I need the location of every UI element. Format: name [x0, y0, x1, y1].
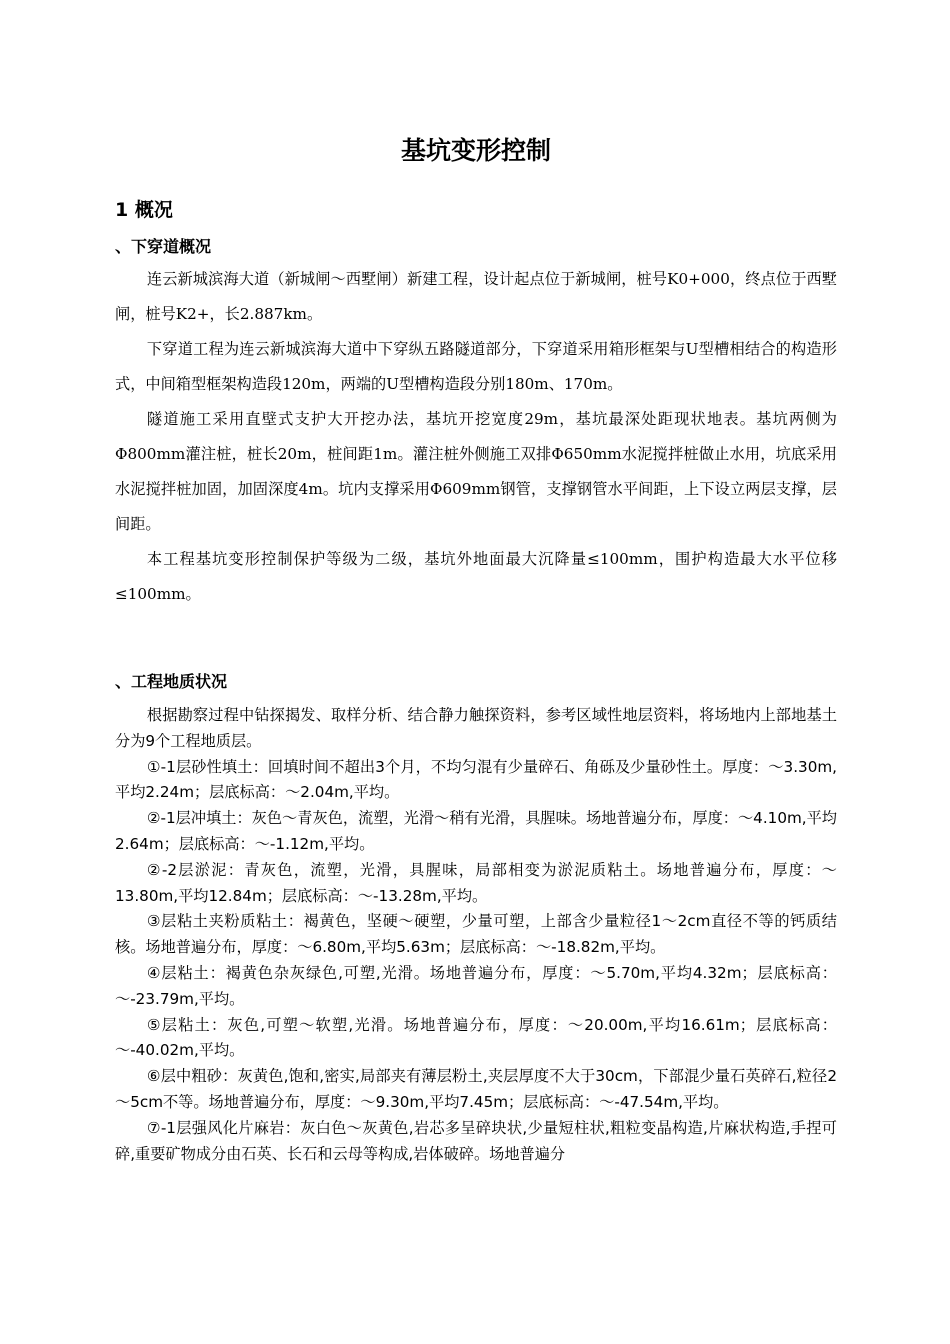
paragraph: ②-1层冲填土：灰色～青灰色，流塑，光滑～稍有光滑，具腥味。场地普遍分布，厚度：～4.10m,平均2.64m；层底标高：～-1.12m,平均。 — [115, 809, 837, 853]
paragraph: 根据勘察过程中钻探揭发、取样分析、结合静力触探资料，参考区域性地层资料，将场地内上部地基土分为9个工程地质层。 — [115, 706, 837, 750]
document-title: 基坑变形控制 — [400, 136, 551, 165]
document-page — [115, 0, 837, 1344]
paragraph: ②-2层淤泥：青灰色，流塑，光滑，具腥味，局部相变为淤泥质粘土。场地普遍分布，厚度：～13.80m,平均12.84m；层底标高：～-13.28m,平均。 — [115, 860, 837, 905]
paragraph: ④层粘土：褐黄色杂灰绿色,可塑,光滑。场地普遍分布，厚度：～5.70m,平均4.32m；层底标高：～-23.79m,平均。 — [115, 963, 837, 1008]
paragraph: ⑥层中粗砂：灰黄色,饱和,密实,局部夹有薄层粉土,夹层厚度不大于30cm，下部混少量石英碎石,粒径2～5cm不等。场地普遍分布，厚度：～9.30m,平均7.45m；层底标高：～-47.54m,平均。 — [115, 1067, 837, 1111]
paragraph: 下穿道工程为连云新城滨海大道中下穿纵五路隧道部分，下穿道采用箱形框架与U型槽相结合的构造形式，中间箱型框架构造段120m，两端的U型槽构造段分别180m、170m。 — [115, 340, 837, 393]
subsection-heading-geology: 、工程地质状况 — [115, 672, 228, 691]
geology-body — [115, 703, 837, 1167]
paragraph: ③层粘土夹粉质粘土：褐黄色，坚硬～硬塑，少量可塑，上部含少量粒径1～2cm直径不等的钙质结核。场地普遍分布，厚度：～6.80m,平均5.63m；层底标高：～-18.82m,平均。 — [115, 912, 837, 957]
subsection-heading-underpass: 、下穿道概况 — [115, 237, 212, 256]
underpass-overview-body — [115, 262, 837, 612]
paragraph: ①-1层砂性填土：回填时间不超出3个月，不均匀混有少量碎石、角砾及少量砂性土。厚度：～3.30m,平均2.24m；层底标高：～2.04m,平均。 — [115, 757, 837, 802]
paragraph: 本工程基坑变形控制保护等级为二级，基坑外地面最大沉降量≤100mm，围护构造最大水平位移≤100mm。 — [115, 550, 837, 603]
section-heading-overview: 1 概况 — [115, 199, 173, 221]
paragraph: 隧道施工采用直壁式支护大开挖办法，基坑开挖宽度29m，基坑最深处距现状地表。基坑两侧为Φ800mm灌注桩，桩长20m，桩间距1m。灌注桩外侧施工双排Φ650mm水泥搅拌桩做止水用，坑底采用水泥搅拌桩加固，加固深度4m。坑内支撑采用Φ609mm钢管，支撑钢管水平间距，上下设立两层支撑，层间距。 — [115, 410, 837, 533]
paragraph: ⑦-1层强风化片麻岩：灰白色～灰黄色,岩芯多呈碎块状,少量短柱状,粗粒变晶构造,片麻状构造,手捏可碎,重要矿物成分由石英、长石和云母等构成,岩体破碎。场地普遍分 — [115, 1118, 837, 1163]
paragraph: 连云新城滨海大道（新城闸～西墅闸）新建工程，设计起点位于新城闸，桩号K0+000，终点位于西墅闸，桩号K2+，长2.887km。 — [115, 270, 837, 323]
paragraph: ⑤层粘土：灰色,可塑～软塑,光滑。场地普遍分布，厚度：～20.00m,平均16.61m；层底标高：～-40.02m,平均。 — [115, 1015, 837, 1060]
